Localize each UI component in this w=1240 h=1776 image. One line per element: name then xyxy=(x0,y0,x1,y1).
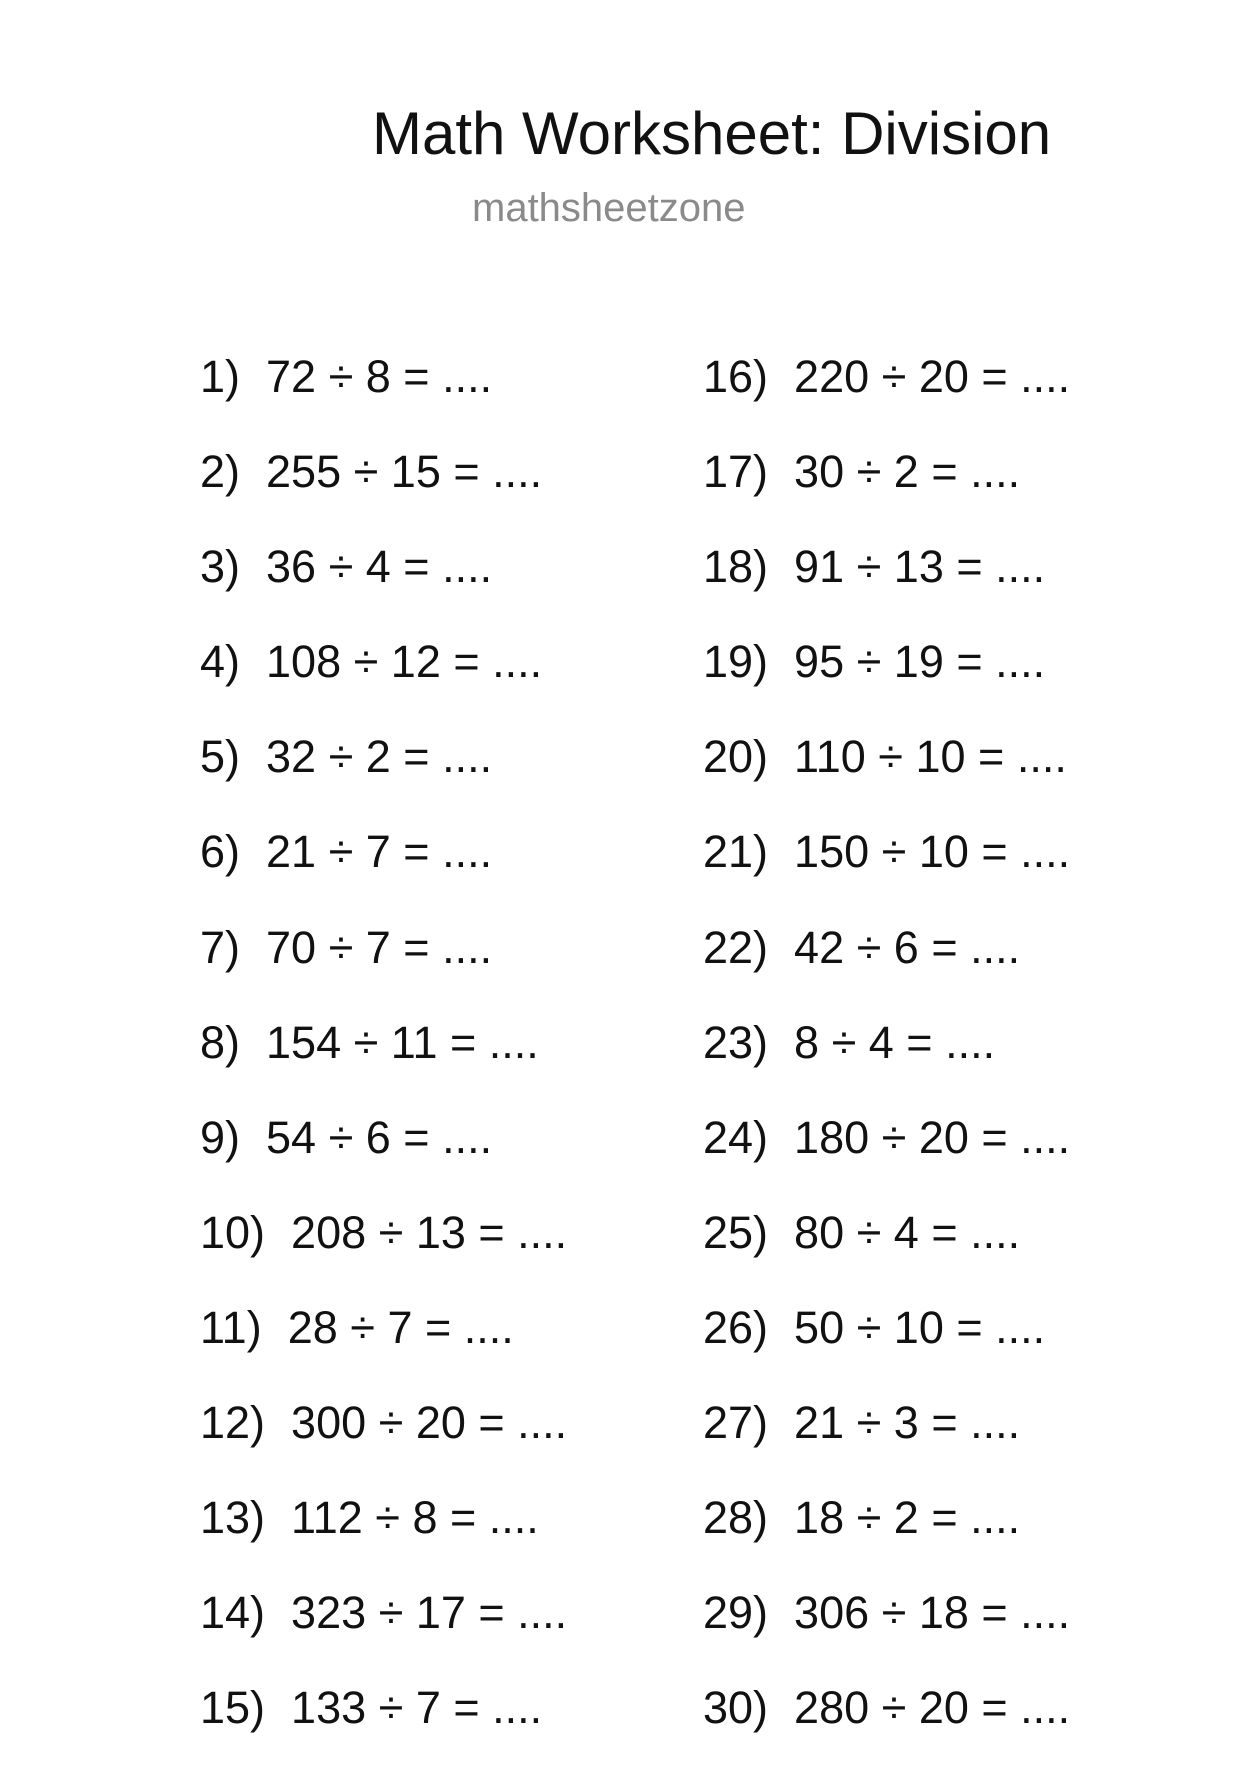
problem-item xyxy=(200,921,660,1016)
problem-expression: 323 ÷ 17 = .... xyxy=(291,1587,568,1639)
problem-item xyxy=(200,1491,660,1586)
problem-item xyxy=(200,1206,660,1301)
problem-number: 9) xyxy=(200,1111,241,1163)
problem-number: 13) xyxy=(200,1492,266,1544)
problem-item xyxy=(703,921,1163,1016)
problem-number: 3) xyxy=(200,541,241,593)
problem-expression: 91 ÷ 13 = .... xyxy=(794,541,1046,593)
problem-expression: 180 ÷ 20 = .... xyxy=(794,1111,1071,1163)
problem-expression: 133 ÷ 7 = .... xyxy=(291,1682,543,1734)
problem-number: 11) xyxy=(200,1301,262,1353)
problem-item xyxy=(200,445,660,540)
problem-item xyxy=(200,540,660,635)
problem-expression: 280 ÷ 20 = .... xyxy=(794,1682,1071,1734)
problem-item xyxy=(703,635,1163,730)
problem-expression: 50 ÷ 10 = .... xyxy=(794,1301,1046,1353)
problem-expression: 154 ÷ 11 = .... xyxy=(266,1016,539,1068)
problem-expression: 70 ÷ 7 = .... xyxy=(266,921,493,973)
problem-number: 12) xyxy=(200,1397,266,1449)
problem-number: 29) xyxy=(703,1587,769,1639)
problem-item xyxy=(703,1491,1163,1586)
problem-item xyxy=(703,1396,1163,1491)
problem-expression: 54 ÷ 6 = .... xyxy=(266,1111,493,1163)
problem-expression: 150 ÷ 10 = .... xyxy=(794,826,1071,878)
problem-number: 16) xyxy=(703,351,769,402)
problem-item xyxy=(703,350,1163,445)
problem-expression: 112 ÷ 8 = .... xyxy=(291,1492,539,1544)
problem-number: 23) xyxy=(703,1016,769,1068)
worksheet-title: Math Worksheet: Division xyxy=(372,100,1052,167)
problem-item xyxy=(200,1586,660,1681)
problem-number: 25) xyxy=(703,1206,769,1258)
problem-expression: 108 ÷ 12 = .... xyxy=(266,636,543,688)
problem-number: 10) xyxy=(200,1206,266,1258)
problem-number: 20) xyxy=(703,731,769,783)
problem-number: 30) xyxy=(703,1682,769,1734)
problem-expression: 30 ÷ 2 = .... xyxy=(794,446,1021,498)
problem-expression: 21 ÷ 3 = .... xyxy=(794,1397,1021,1449)
problem-item xyxy=(703,540,1163,635)
problem-number: 7) xyxy=(200,921,241,973)
problem-expression: 220 ÷ 20 = .... xyxy=(794,351,1071,402)
problem-item xyxy=(200,730,660,825)
problem-number: 15) xyxy=(200,1682,266,1734)
problem-item xyxy=(200,635,660,730)
problem-expression: 208 ÷ 13 = .... xyxy=(291,1206,568,1258)
problem-item xyxy=(703,825,1163,920)
problem-expression: 95 ÷ 19 = .... xyxy=(794,636,1046,688)
problem-column-left xyxy=(200,350,660,1776)
problem-expression: 110 ÷ 10 = .... xyxy=(794,731,1067,783)
problem-expression: 18 ÷ 2 = .... xyxy=(794,1492,1021,1544)
problem-item xyxy=(703,1016,1163,1111)
problem-number: 19) xyxy=(703,636,769,688)
problem-expression: 42 ÷ 6 = .... xyxy=(794,921,1021,973)
problem-number: 6) xyxy=(200,826,241,878)
problem-item xyxy=(703,1206,1163,1301)
problem-item xyxy=(200,1301,660,1396)
problem-expression: 36 ÷ 4 = .... xyxy=(266,541,493,593)
problem-item xyxy=(703,730,1163,825)
problem-number: 17) xyxy=(703,446,769,498)
problem-expression: 80 ÷ 4 = .... xyxy=(794,1206,1021,1258)
problem-expression: 306 ÷ 18 = .... xyxy=(794,1587,1071,1639)
problem-item xyxy=(200,1681,660,1776)
problem-number: 24) xyxy=(703,1111,769,1163)
problem-expression: 8 ÷ 4 = .... xyxy=(794,1016,996,1068)
problem-item xyxy=(703,1301,1163,1396)
problem-column-right xyxy=(703,350,1163,1776)
problem-item xyxy=(200,1111,660,1206)
problem-item xyxy=(703,445,1163,540)
problem-number: 21) xyxy=(703,826,769,878)
problem-item xyxy=(200,825,660,920)
problem-expression: 72 ÷ 8 = .... xyxy=(266,351,493,402)
problem-number: 1) xyxy=(200,351,241,402)
problem-expression: 21 ÷ 7 = .... xyxy=(266,826,493,878)
problem-number: 14) xyxy=(200,1587,266,1639)
problem-number: 22) xyxy=(703,921,769,973)
problem-number: 28) xyxy=(703,1492,769,1544)
problem-item xyxy=(703,1111,1163,1206)
problem-number: 2) xyxy=(200,446,241,498)
problem-number: 4) xyxy=(200,636,241,688)
problem-expression: 300 ÷ 20 = .... xyxy=(291,1397,568,1449)
problem-item xyxy=(703,1681,1163,1776)
problem-expression: 28 ÷ 7 = .... xyxy=(287,1301,514,1353)
problem-item xyxy=(200,1016,660,1111)
problem-number: 27) xyxy=(703,1397,769,1449)
problem-item xyxy=(200,1396,660,1491)
problem-expression: 32 ÷ 2 = .... xyxy=(266,731,493,783)
worksheet-subtitle: mathsheetzone xyxy=(472,186,746,230)
problem-item xyxy=(200,350,660,445)
problem-number: 5) xyxy=(200,731,241,783)
problem-number: 8) xyxy=(200,1016,241,1068)
problem-expression: 255 ÷ 15 = .... xyxy=(266,446,543,498)
problem-number: 18) xyxy=(703,541,769,593)
problem-number: 26) xyxy=(703,1301,769,1353)
problem-item xyxy=(703,1586,1163,1681)
